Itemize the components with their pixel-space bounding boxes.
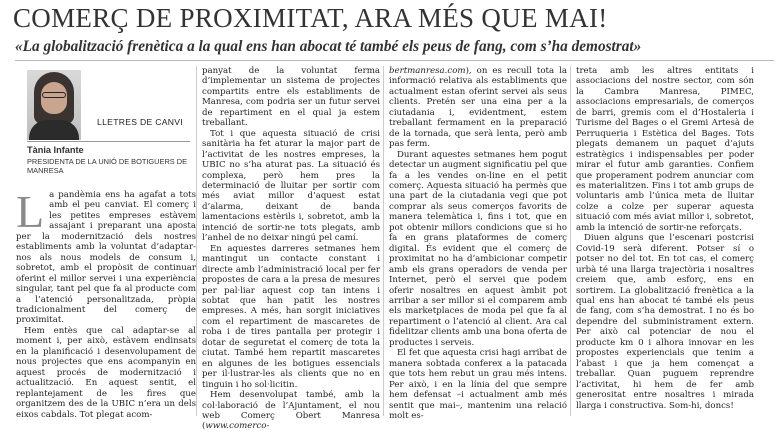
column-tag: LLETRES DE CANVI [97,117,183,127]
author-photo [27,70,81,140]
website-link[interactable]: www.comerco- [205,421,270,432]
column-divider [570,66,571,416]
paragraph [16,186,196,326]
paragraph-text: ), on es recull tota la informació relativa als establiments que actualment estan oferint servei als seus clients. Pretén ser una eina per a la ciutadania i, evidentment, estem treballant fermament en la preparació de la tornada, que serà lenta, però amb pas ferm. [389,66,567,150]
paragraph: panyat de la voluntat ferma d’implementar un sistema de projectes compartits entre els establiments de Manresa, com podria ser un futur servei de repartiment en el qual ja estem treballant. [202,66,380,129]
author-divider [27,141,190,142]
paragraph: treta amb les altres entitats i associacions del nostre sector, com són la Cambra Manresa, PIMEC, associacions empresarials, de comerços de barri, gremis com el d’Hostaleria i Turisme del Bages o el Gremi Artesà de Perruqueria i Estètica del Bages. Tots plegats demanem un paquet d’ajuts estratègics i indispensables per poder mirar el futur amb garanties. Confiem que properament podrem anunciar com es materialitzen. Fins i tot amb grups de voluntaris amb l’única meta de lluitar colze a colze per superar aquesta situació com més aviat millor i, sobretot, amb la intenció de sortir-ne reforçats. [576,66,754,233]
paragraph: Tot i que aquesta situació de crisi sanitària ha fet aturar la major part de l’activitat de les nostres empreses, la UBIC no s’ha aturat pas. La situació és complexa, però hem pres la determinació de lluitar per sortir com més aviat millor d’aquest estat d’alarma, deixant de banda lamentacions estèrils i, sobretot, amb la intenció de sortir-ne tots plegats, amb l’anhel de no deixar ningú pel camí. [202,128,380,244]
paragraph: En aquestes darreres setmanes hem mantingut un contacte constant i directe amb l’administració local per fer propostes de cara a la presa de mesures per pal·liar aquest cop tan intens i sobtat que han patit les nostres empreses. A més, han sorgit iniciatives com el repartiment de mascaretes de roba i de tires pantalla per protegir i dotar de seguretat el comerç de tota la ciutat. També hem repartit mascaretes en algunes de les botigues essencials per il·lustrar-les als clients que no en tinguin i ho sol·licitin. [202,243,380,390]
article-column-2 [202,66,380,432]
author-name: Tània Infante [27,145,84,155]
paragraph: Durant aquestes setmanes hem pogut detectar un augment significatiu pel que fa a les vendes on-line en el petit comerç. Aquesta situació ha permès que una part de la ciutadania vegi que pot comprar als seus comerços favorits de manera telemàtica i, fins i tot, que en pot obtenir millors condicions que si ho fa en grans plataformes de comerç digital. És evident que el comerç de proximitat no ha d’ambicionar competir amb els grans operadors de venda per Internet, però el servei que podem oferir nosaltres en aquest àmbit pot arribar a ser millor si el comparem amb els marketplaces de moda pel que fa al repartiment o l’atenció al client. Ara cal fidelitzar clients amb una bona oferta de productes i serveis. [389,149,567,348]
paragraph: El fet que aquesta crisi hagi arribat de manera sobtada conferex a la patacada que tots hem rebut un grau més intens. Per això, i en la línia del que sempre hem defensat –i actualment amb més sentit que mai–, mantenim una relació molt es- [389,348,567,421]
paragraph [389,66,567,150]
paragraph: Diuen alguns que l’escenari postcrisi Covid-19 serà diferent. Potser sí o potser no del tot. En tot cas, el comerç urbà té una llarga trajectòria i nosaltres creiem que, amb esforç, ens en sortirem. La globalització frenètica a la qual ens han abocat té també els peus de fang, com s’ha demostrat. I no és bo dependre del subministrament extern. Per això cal potenciar de nou el producte km 0 i alhora innovar en les propostes experiencials que tenim a l’abast i que ja hem començat a treballar. Quan puguem reprendre l’activitat, hi hem de fer amb generositat entre nosaltres i mirada llarga i constructiva. Som-hi, doncs! [576,233,754,411]
paragraph [202,390,380,432]
column-divider [196,66,197,416]
subheadline-quote: «La globalització frenètica a la qual ens han abocat té també els peus de fang, com s’ha demostrat» [15,38,642,55]
header-divider [15,60,774,61]
author-role: PRESIDENTA DE LA UNIÓ DE BOTIGUERS DE MANRESA [27,157,188,175]
headline: COMERÇ DE PROXIMITAT, ARA MÉS QUE MAI! [13,3,608,33]
article-column-4 [576,66,754,411]
article-column-1 [16,186,196,420]
paragraph-text: a pandèmia ens ha agafat a tots amb el peu canviat. El comerç i les petites empreses estàvem assajant i preparant una aposta per la modernització dels nostres establiments amb la voluntat d’adaptar-nos als nous models de consum i, sobretot, amb el propòsit de continuar oferint el millor servei i una experiència singular, tant pel que fa al producte com a l’atenció personalitzada, pròpia tradicionalment del comerç de proximitat. [16,190,196,326]
paragraph-text: Hem desenvolupat també, amb la col·laboració de l’Ajuntament, el nou web Comerç Obert Manresa ( [202,390,380,432]
drop-cap: L [16,186,45,237]
website-link[interactable]: bertmanresa.com [389,66,466,76]
paragraph: Hem entès que cal adaptar-se al moment i, per això, estàvem endinsats en la planificació i desenvolupament de nous projectes que ens acompanyin en aquest procés de modernització i actualització. En aquest sentit, el replantejament de les fires que organitzem des de la UBIC n’era un dels eixos cabdals. Tot plegat acom- [16,325,196,420]
column-divider [383,66,384,416]
article-column-3 [389,66,567,421]
